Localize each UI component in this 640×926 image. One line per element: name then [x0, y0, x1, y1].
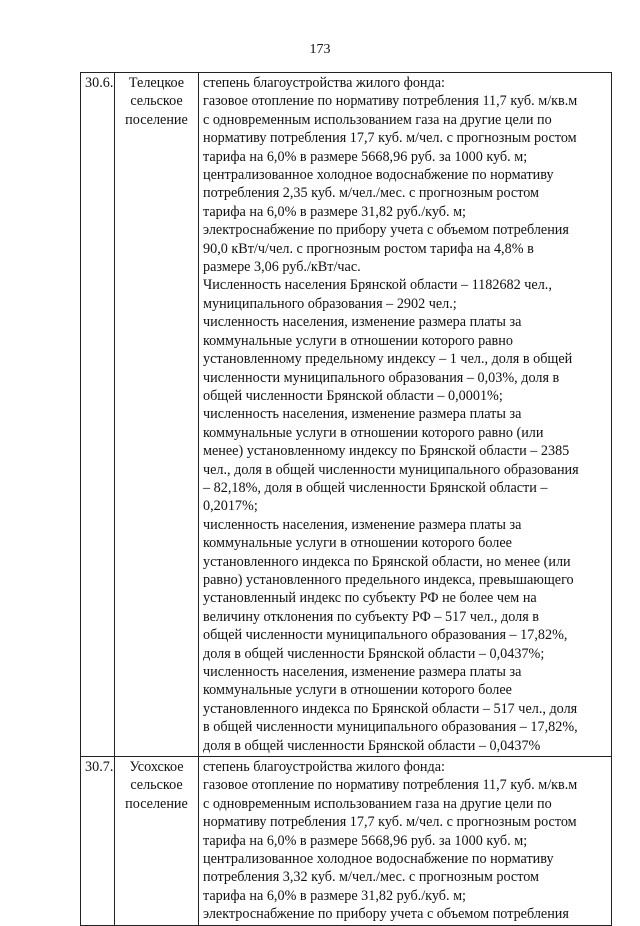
- row-number: 30.6.: [81, 73, 115, 757]
- description-line: электроснабжение по прибору учета с объемом потребления: [203, 222, 569, 239]
- description-line: тарифа на 6,0% в размере 31,82 руб./куб. м;: [203, 203, 467, 220]
- description-line: газовое отопление по нормативу потребления 11,7 куб. м/кв.м: [203, 777, 578, 794]
- description-line: равно) установленного предельного индекса, превышающего: [203, 571, 574, 588]
- description-line: численность населения, изменение размера платы за: [203, 406, 522, 423]
- description-line: коммунальные услуги в отношении которого равно: [203, 332, 513, 349]
- description-line: установленного индекса по Брянской области, но менее (или: [203, 553, 571, 570]
- description-line: коммунальные услуги в отношении которого равно (или: [203, 424, 544, 441]
- description-line: нормативу потребления 17,7 куб. м/чел. с прогнозным ростом: [203, 814, 577, 831]
- description-line: 0,2017%;: [203, 498, 258, 515]
- description-line: коммунальные услуги в отношении которого более: [203, 682, 512, 699]
- description-line: потребления 3,32 куб. м/чел./мес. с прогнозным ростом: [203, 869, 540, 886]
- settlement-name-line: Телецкое: [128, 75, 185, 91]
- row-number: 30.7.: [81, 757, 115, 926]
- settlement-description: [199, 757, 612, 926]
- description-line: нормативу потребления 17,7 куб. м/чел. с прогнозным ростом: [203, 130, 577, 147]
- description-line: общей численности муниципального образования – 17,82%,: [203, 627, 568, 644]
- description-line: величину отклонения по субъекту РФ – 517 чел., доля в: [203, 608, 539, 625]
- description-line: с одновременным использованием газа на другие цели по: [203, 795, 552, 812]
- settlement-name: [115, 757, 199, 926]
- description-line: с одновременным использованием газа на другие цели по: [203, 111, 552, 128]
- description-line: степень благоустройства жилого фонда:: [203, 759, 445, 776]
- description-line: численность населения, изменение размера платы за: [203, 516, 522, 533]
- description-line: централизованное холодное водоснабжение по нормативу: [203, 851, 554, 868]
- settlement-description: [199, 73, 612, 757]
- description-line: размере 3,06 руб./кВт/час.: [203, 259, 361, 276]
- description-line: тарифа на 6,0% в размере 5668,96 руб. за 1000 куб. м;: [203, 832, 528, 849]
- description-line: 90,0 кВт/ч/чел. с прогнозным ростом тарифа на 4,8% в: [203, 240, 534, 257]
- description-line: тарифа на 6,0% в размере 5668,96 руб. за 1000 куб. м;: [203, 148, 528, 165]
- description-line: установленный индекс по субъекту РФ не более чем на: [203, 590, 537, 607]
- description-line: степень благоустройства жилого фонда:: [203, 75, 445, 91]
- description-line: муниципального образования – 2902 чел.;: [203, 295, 457, 312]
- description-line: менее) установленному индексу по Брянской области – 2385: [203, 443, 570, 460]
- description-line: численность населения, изменение размера платы за: [203, 314, 522, 331]
- description-line: тарифа на 6,0% в размере 31,82 руб./куб. м;: [203, 887, 467, 904]
- description-line: доля в общей численности Брянской области – 0,0437%;: [203, 645, 545, 662]
- description-line: потребления 2,35 куб. м/чел./мес. с прогнозным ростом: [203, 185, 540, 202]
- settlement-name-line: Усохское: [129, 759, 184, 776]
- settlement-name-line: сельское: [130, 93, 183, 110]
- settlement-name-line: поселение: [125, 795, 188, 812]
- description-line: установленному предельному индексу – 1 чел., доля в общей: [203, 351, 573, 368]
- description-line: в общей численности муниципального образования – 17,82%,: [203, 719, 578, 736]
- description-line: – 82,18%, доля в общей численности Брянской области –: [203, 479, 548, 496]
- page-number: 173: [309, 42, 331, 57]
- settlement-name-line: поселение: [125, 111, 188, 128]
- settlement-name-line: сельское: [130, 777, 183, 794]
- description-line: централизованное холодное водоснабжение по нормативу: [203, 167, 554, 184]
- description-line: общей численности Брянской области – 0,0001%;: [203, 387, 503, 404]
- description-line: электроснабжение по прибору учета с объемом потребления: [203, 906, 569, 923]
- description-line: газовое отопление по нормативу потребления 11,7 куб. м/кв.м: [203, 93, 578, 110]
- description-line: численность населения, изменение размера платы за: [203, 664, 522, 680]
- table-body: [81, 73, 612, 926]
- description-line: Численность населения Брянской области – 1182682 чел.,: [203, 277, 552, 294]
- description-line: установленного индекса по Брянской области – 517 чел., доля: [203, 700, 578, 717]
- table-row: [81, 757, 612, 926]
- settlement-name: [115, 73, 199, 757]
- settlements-table: [80, 72, 612, 926]
- description-line: численности муниципального образования – 0,03%, доля в: [203, 369, 560, 386]
- description-line: доля в общей численности Брянской области – 0,0437%: [203, 737, 541, 754]
- table-row: [81, 73, 612, 757]
- description-line: коммунальные услуги в отношении которого более: [203, 535, 512, 552]
- description-line: чел., доля в общей численности муниципального образования: [203, 461, 579, 478]
